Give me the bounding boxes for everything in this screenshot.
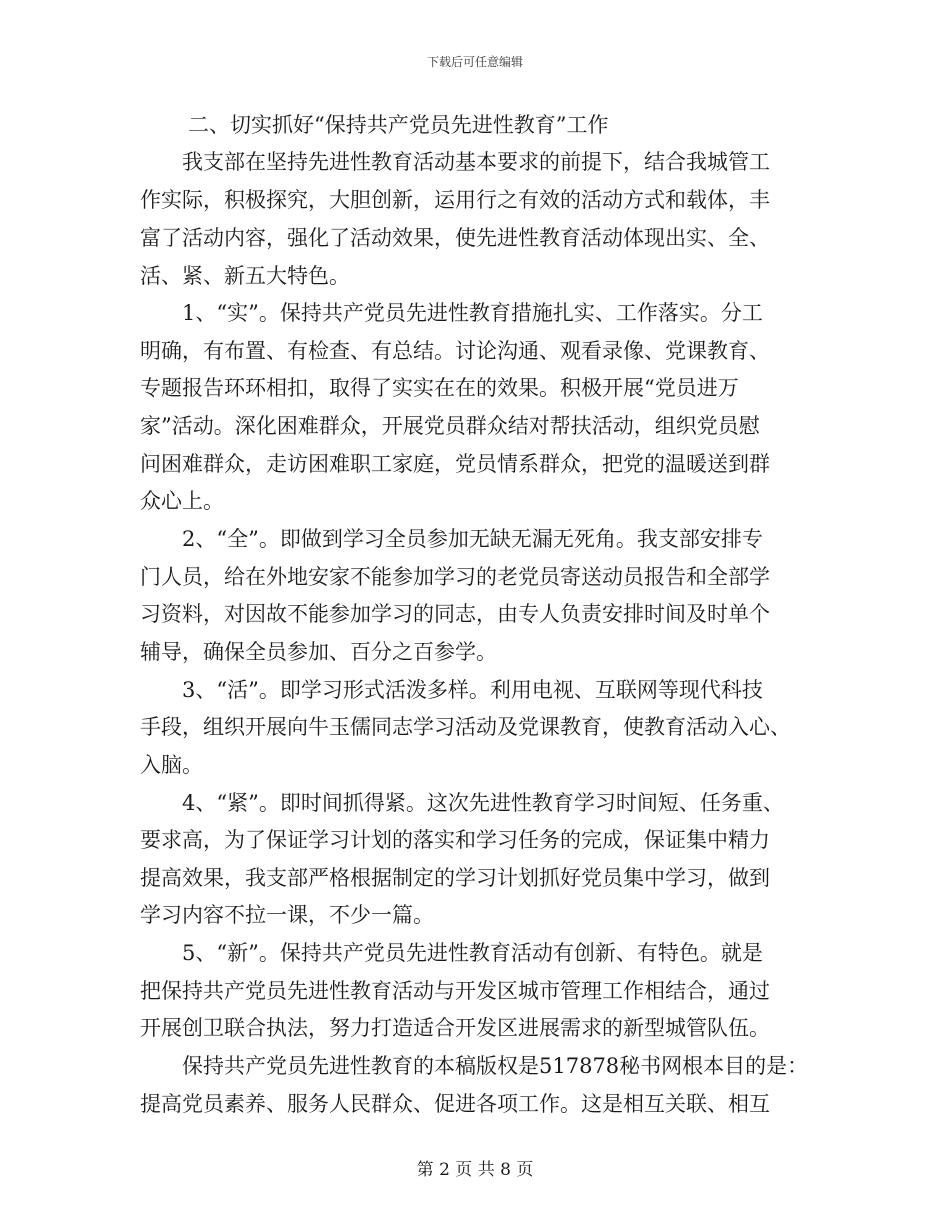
- paragraph-line: 保持共产党员先进性教育的本稿版权是517878秘书网根本目的是：: [182, 1054, 809, 1078]
- paragraph-line: 入脑。: [140, 753, 203, 777]
- paragraph-line: 2、“全”。即做到学习全员参加无缺无漏无死角。我支部安排专: [182, 527, 763, 551]
- paragraph-line: 1、“实”。保持共产党员先进性教育措施扎实、工作落实。分工: [182, 301, 763, 325]
- page-number-footer: 第 2 页 共 8 页: [416, 1160, 534, 1180]
- paragraph-line: 家”活动。深化困难群众，开展党员群众结对帮扶活动，组织党员慰: [140, 414, 760, 438]
- paragraph-line: 活、紧、新五大特色。: [140, 264, 350, 288]
- paragraph-line: 我支部在坚持先进性教育活动基本要求的前提下，结合我城管工: [182, 150, 770, 174]
- paragraph-line: 众心上。: [140, 489, 224, 513]
- paragraph-line: 专题报告环环相扣，取得了实实在在的效果。积极开展“党员进万: [140, 376, 739, 400]
- paragraph-line: 习资料，对因故不能参加学习的同志，由专人负责安排时间及时单个: [140, 602, 770, 626]
- paragraph-line: 作实际，积极探究，大胆创新，运用行之有效的活动方式和载体，丰: [140, 188, 770, 212]
- paragraph-line: 明确，有布置、有检查、有总结。讨论沟通、观看录像、党课教育、: [140, 339, 770, 363]
- paragraph-line: 手段，组织开展向牛玉儒同志学习活动及党课教育，使教育活动入心、: [140, 715, 791, 739]
- paragraph-line: 富了活动内容，强化了活动效果，使先进性教育活动体现出实、全、: [140, 226, 770, 250]
- paragraph-line: 把保持共产党员先进性教育活动与开发区城市管理工作相结合，通过: [140, 979, 770, 1003]
- paragraph-line: 门人员，给在外地安家不能参加学习的老党员寄送动员报告和全部学: [140, 565, 770, 589]
- page-header-note: 下载后可任意编辑: [426, 55, 523, 69]
- paragraph-line: 学习内容不拉一课，不少一篇。: [140, 903, 434, 927]
- paragraph-line: 要求高，为了保证学习计划的落实和学习任务的完成，保证集中精力: [140, 828, 770, 852]
- paragraph-line: 辅导，确保全员参加、百分之百参学。: [140, 640, 497, 664]
- paragraph-line: 3、“活”。即学习形式活泼多样。利用电视、互联网等现代科技: [182, 678, 763, 702]
- paragraph-line: 问困难群众，走访困难职工家庭，党员情系群众，把党的温暖送到群: [140, 452, 770, 476]
- paragraph-line: 提高党员素养、服务人民群众、促进各项工作。这是相互关联、相互: [140, 1092, 770, 1116]
- paragraph-line: 开展创卫联合执法，努力打造适合开发区进展需求的新型城管队伍。: [140, 1016, 770, 1040]
- paragraph-line: 5、“新”。保持共产党员先进性教育活动有创新、有特色。就是: [182, 941, 763, 965]
- paragraph-line: 提高效果，我支部严格根据制定的学习计划抓好党员集中学习，做到: [140, 866, 770, 890]
- paragraph-line: 4、“紧”。即时间抓得紧。这次先进性教育学习时间短、任务重、: [182, 791, 784, 815]
- section-heading: 二、切实抓好“保持共产党员先进性教育”工作: [188, 113, 609, 137]
